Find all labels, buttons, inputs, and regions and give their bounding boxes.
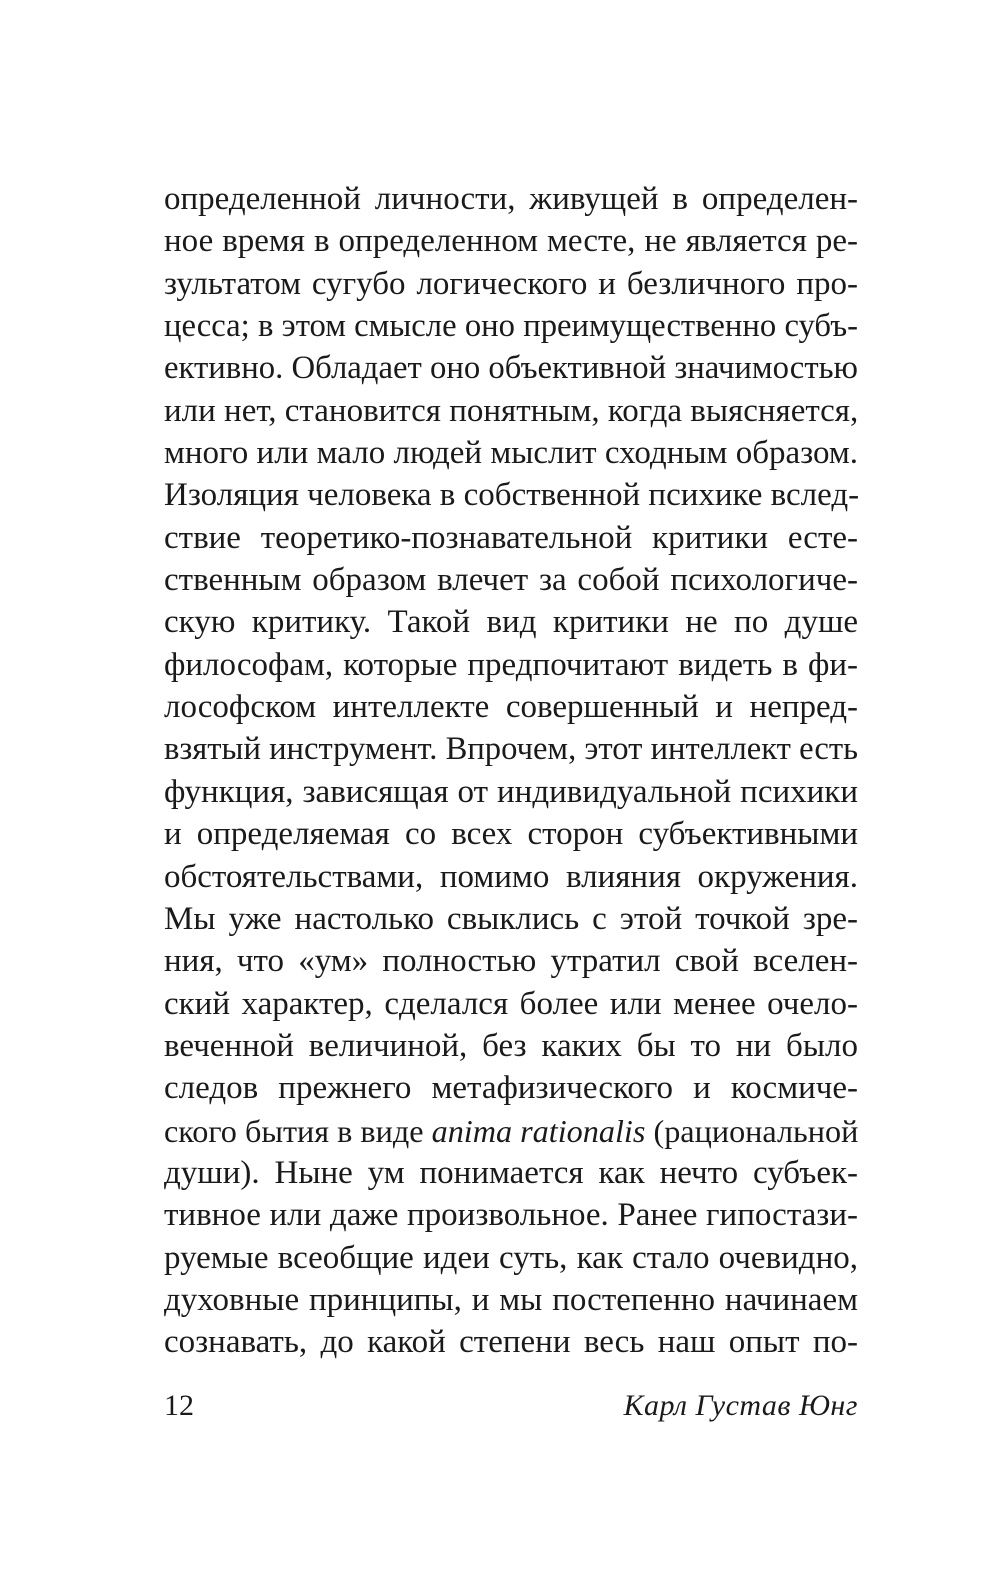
text-line: взятый инструмент. Впрочем, этот интеллект есть xyxy=(164,731,858,768)
page-footer xyxy=(164,1386,858,1426)
text-line: и определяемая со всех сторон субъективными xyxy=(164,816,858,853)
text-line: ствие теоретико-познавательной критики есте- xyxy=(164,519,858,556)
latin-term: anima rationalis xyxy=(431,1112,646,1149)
text-line: Изоляция человека в собственной психике вслед- xyxy=(164,477,860,514)
text-line: сознавать, до какой степени весь наш опыт по- xyxy=(164,1324,858,1361)
text-line: обстоятельствами, помимо влияния окружения. xyxy=(164,858,858,895)
latin-line-after: (рациональной xyxy=(653,1112,859,1149)
text-line: ное время в определенном месте, не является ре- xyxy=(164,223,858,260)
text-line: руемые всеобщие идеи суть, как стало очевидно, xyxy=(164,1239,858,1276)
text-line: зультатом сугубо логического и безличного про- xyxy=(164,265,858,302)
text-line: ский характер, сделался более или менее очело- xyxy=(164,985,858,1022)
text-line: скую критику. Такой вид критики не по душе xyxy=(164,604,858,641)
running-author: Карл Густав Юнг xyxy=(623,1389,858,1422)
text-line-with-latin xyxy=(164,1110,858,1152)
text-line: духовные принципы, и мы постепенно начинаем xyxy=(164,1281,858,1318)
text-line: или нет, становится понятным, когда выясняется, xyxy=(164,392,859,429)
text-line: души). Ныне ум понимается как нечто субъек- xyxy=(164,1154,858,1191)
text-line: ективно. Обладает оно объективной значимостью xyxy=(164,350,858,387)
text-line: ственным образом влечет за собой психологиче- xyxy=(164,562,858,599)
page-number: 12 xyxy=(164,1389,194,1422)
text-line: лософском интеллекте совершенный и непред- xyxy=(164,689,858,726)
text-line: функция, зависящая от индивидуальной психики xyxy=(164,773,858,810)
text-line: следов прежнего метафизического и космиче- xyxy=(164,1070,858,1107)
body-text xyxy=(164,178,858,1364)
text-line: тивное или даже произвольное. Ранее гипостази- xyxy=(164,1197,858,1234)
text-line: Мы уже настолько свыклись с этой точкой зре- xyxy=(164,900,858,937)
text-line: определенной личности, живущей в определен- xyxy=(164,181,858,217)
text-line: философам, которые предпочитают видеть в фи- xyxy=(164,646,858,683)
text-line: веченной величиной, без каких бы то ни было xyxy=(164,1027,858,1064)
latin-line-before: ского бытия в виде xyxy=(164,1112,424,1149)
text-line: цесса; в этом смысле оно преимущественно субъ- xyxy=(164,308,858,345)
text-line: ния, что «ум» полностью утратил свой вселен- xyxy=(164,943,858,980)
text-line: много или мало людей мыслит сходным образом. xyxy=(164,435,858,472)
